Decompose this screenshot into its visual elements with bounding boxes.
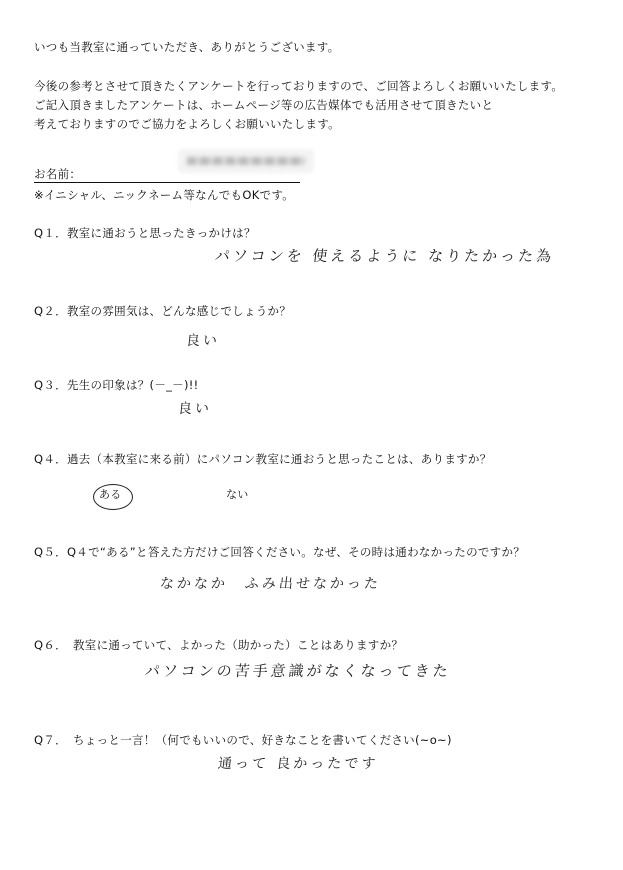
question-3: Q３．先生の印象は？(－_－)!! xyxy=(34,378,199,392)
answer-5: なかなか ふみ出せなかった xyxy=(159,576,382,592)
name-underline xyxy=(34,182,300,183)
intro-line-4: 考えておりますのでご協力をよろしくお願いいたします。 xyxy=(34,117,340,131)
question-2: Q２．教室の雰囲気は、どんな感じでしょうか？ xyxy=(34,304,292,318)
question-7: Q７． ちょっと一言！（何でもいいので、好きなことを書いてください(~o~) xyxy=(34,733,452,747)
question-5: Q５．Q４で“ある”と答えた方だけご回答ください。なぜ、その時は通わなかったのですか？ xyxy=(34,545,526,559)
answer-2: 良い xyxy=(185,333,221,349)
intro-line-3: ご記入頂きましたアンケートは、ホームページ等の広告媒体でも活用させて頂きたいと xyxy=(34,98,494,112)
option-yes: ある xyxy=(99,488,122,501)
answer-7: 通って 良かったです xyxy=(217,756,380,772)
intro-line-2: 今後の参考とさせて頂きたくアンケートを行っておりますので、ご回答よろしくお願いいたします。 xyxy=(34,79,564,93)
intro-line-1: いつも当教室に通っていただき、ありがとうございます。 xyxy=(34,40,340,54)
option-no: ない xyxy=(226,488,249,501)
name-label: お名前： xyxy=(34,167,82,181)
question-6: Q６． 教室に通っていて、よかった（助かった）ことはありますか？ xyxy=(34,638,404,652)
answer-3: 良い xyxy=(177,401,213,417)
question-4: Q４．過去（本教室に来る前）にパソコン教室に通おうと思ったことは、ありますか？ xyxy=(34,452,492,466)
question-1: Q１．教室に通おうと思ったきっかけは？ xyxy=(34,226,256,240)
answer-6: パソコンの苦手意識がなくなってきた xyxy=(144,662,452,680)
name-note: ※イニシャル、ニックネーム等なんでもOKです。 xyxy=(34,188,295,202)
answer-1: パソコンを 使えるように なりたかった為 xyxy=(214,247,556,265)
blurred-name xyxy=(178,149,314,173)
